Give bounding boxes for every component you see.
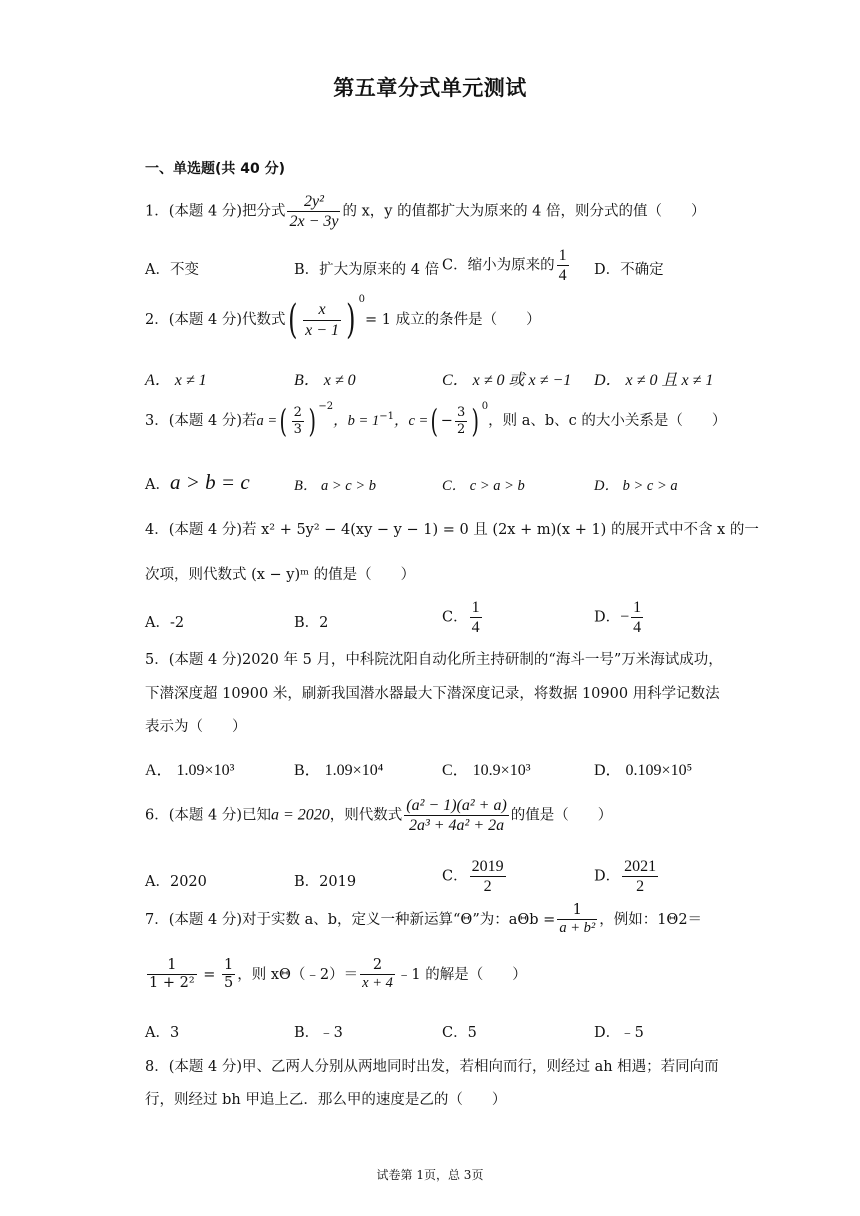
q3-c-sign: − [440,413,453,430]
q3-a-lhs: a = [256,413,278,430]
right-paren-icon: ) [346,297,356,343]
question-5-line-3: 表示为（ ） [145,719,247,735]
section-heading: 一、单选题(共 40 分) [145,161,286,177]
q3-suffix: ，则 a、b、c 的大小关系是（ ） [488,413,727,430]
q3-c-fraction [455,405,467,437]
q1-numerator: 2y² [287,192,340,212]
q4-option-d[interactable] [594,598,645,637]
q7-mid: ，则 xΘ（﹣2）＝ [237,966,359,983]
q7-r-num: 2 [360,957,395,975]
q3-c-lhs: ，c = [393,413,429,430]
q7-ex-num: 1 [147,957,197,975]
q2-option-c[interactable]: C． x ≠ 0 或 x ≠ −1 [442,372,572,389]
question-3 [145,401,727,441]
question-6 [145,796,612,835]
question-7-line-1 [145,902,702,938]
q3-option-d[interactable]: D． b > c > a [594,478,678,494]
q4-option-d-fraction [631,598,643,637]
q3-c-num: 3 [456,405,466,420]
q4-c-den: 4 [471,619,480,637]
q2-option-a[interactable]: A． x ≠ 1 [145,372,207,389]
q1-option-c[interactable] [442,246,571,285]
q7-ex-den: 1 + 2² [149,975,195,992]
q3-option-a[interactable] [145,470,250,495]
q4-option-b[interactable]: B．2 [294,615,329,631]
q7-prefix: 7．(本题 4 分)对于实数 a、b，定义一种新运算“Θ”为：aΘb = [145,911,556,928]
q1-c-num: 1 [557,246,569,266]
q2-denominator: x − 1 [305,321,339,339]
q2-prefix: 2．(本题 4 分)代数式 [145,312,286,328]
q2-numerator: x [303,300,341,320]
q3-b-exponent: −1 [379,411,394,423]
q6-option-c-label: C． [442,868,468,885]
question-5-line-2: 下潜深度超 10900 米，刷新我国潜水器最大下潜深度记录，将数据 10900 用科学记数法 [145,686,720,702]
q1-denominator: 2x − 3y [289,213,339,231]
q5-option-c[interactable]: C． 10.9×10³ [442,762,531,779]
q1-suffix: 的 x，y 的值都扩大为原来的 4 倍，则分式的值（ ） [342,203,706,220]
q7-suffix: ﹣1 的解是（ ） [396,966,527,983]
q1-option-c-text: C．缩小为原来的 [442,257,555,274]
q6-d-den: 2 [636,878,645,896]
q7-ex2-den: 5 [224,975,234,992]
q4-d-num: 1 [631,598,643,618]
q6-denominator: 2a³ + 4a² + 2a [408,817,505,835]
page-title: 第五章分式单元测试 [333,76,527,100]
q7-definition-fraction [557,902,597,938]
q6-option-c[interactable] [442,857,508,896]
q7-r-den: x + 4 [362,975,393,992]
right-paren-icon: ) [308,402,316,441]
left-paren-icon: ( [430,402,439,441]
q3-prefix: 3．(本题 4 分)若 [145,413,257,430]
question-4-line-2: 次项，则代数式 (x − y)ᵐ 的值是（ ） [145,567,416,583]
q6-option-c-fraction [470,857,506,896]
q2-option-b[interactable]: B． x ≠ 0 [294,372,356,389]
q6-d-num: 2021 [622,857,658,877]
q7-equals: = [203,966,216,983]
q7-example: ，例如：1Θ2＝ [599,911,703,928]
q7-ex2-num: 1 [222,957,235,975]
right-paren-icon: ) [471,402,480,441]
q6-c-num: 2019 [470,857,506,877]
q2-option-d[interactable]: D． x ≠ 0 且 x ≠ 1 [594,372,714,389]
question-8-line-2: 行，则经过 bh 甲追上乙．那么甲的速度是乙的（ ） [145,1092,507,1108]
q3-c-exponent: 0 [481,401,489,413]
q1-option-d[interactable]: D．不确定 [594,262,664,278]
q4-c-num: 1 [470,598,482,618]
q7-example-fraction [147,957,197,993]
q3-option-a-label: A． [145,477,170,493]
q4-d-den: 4 [633,619,642,637]
q5-option-d[interactable]: D． 0.109×10⁵ [594,762,693,779]
q3-b: ，b = 1 [333,413,380,430]
q6-numerator: (a² − 1)(a² + a) [404,796,509,816]
left-paren-icon: ( [279,402,288,441]
q7-option-b[interactable]: B．﹣3 [294,1025,343,1041]
question-7-line-2 [145,957,527,993]
question-5-line-1: 5．(本题 4 分)2020 年 5 月，中科院沈阳自动化所主持研制的“海斗一号”万米海试成功， [145,652,723,668]
q4-option-a[interactable]: A．-2 [145,615,185,631]
q2-suffix: = 1 成立的条件是（ ） [364,312,541,328]
q3-c-den: 2 [456,421,466,437]
q6-option-d-fraction [622,857,658,896]
q6-given: a = 2020 [270,806,330,824]
q7-def-den: a + b² [559,920,596,937]
q4-option-c-label: C． [442,609,468,626]
q7-result-fraction [222,957,235,993]
q5-option-b[interactable]: B． 1.09×10⁴ [294,762,384,779]
q7-option-c[interactable]: C．5 [442,1025,477,1041]
left-paren-icon: ( [288,297,298,343]
q6-prefix: 6．(本题 4 分)已知 [145,807,271,824]
q6-option-d-label: D． [594,868,621,885]
question-4-line-1: 4．(本题 4 分)若 x² + 5y² − 4(xy − y − 1) = 0 且 (2x + m)(x + 1) 的展开式中不含 x 的一 [145,522,759,538]
q4-d-sign: − [620,608,630,626]
q1-fraction [287,192,340,231]
q3-option-a-value: a > b = c [169,470,250,494]
q3-a-den: 3 [293,421,302,437]
q6-suffix: 的值是（ ） [510,807,613,824]
q3-a-exponent: −2 [318,401,334,413]
q1-option-b[interactable]: B．扩大为原来的 4 倍 [294,262,440,278]
q1-c-den: 4 [558,267,567,285]
q2-exponent: 0 [358,294,365,305]
q1-prefix: 1．(本题 4 分)把分式 [145,203,286,220]
question-1 [145,192,706,231]
q4-option-c-fraction [470,598,482,637]
q6-fraction [404,796,509,835]
q2-fraction [303,300,341,339]
q6-option-d[interactable] [594,857,660,896]
q3-option-c[interactable]: C． c > a > b [442,478,525,494]
q4-option-d-label: D． [594,609,621,626]
q4-option-c[interactable] [442,598,484,637]
q3-a-fraction [292,405,304,437]
q6-c-den: 2 [483,878,492,896]
q7-def-num: 1 [557,902,597,920]
q6-mid: ，则代数式 [329,807,403,824]
q1-option-a[interactable]: A．不变 [145,262,199,278]
q7-option-d[interactable]: D．﹣5 [594,1025,644,1041]
q5-option-a[interactable]: A． 1.09×10³ [145,762,235,779]
q6-option-b[interactable]: B．2019 [294,874,357,890]
question-2 [145,294,541,343]
q3-option-b[interactable]: B． a > c > b [294,478,376,494]
q7-equation-fraction [360,957,395,993]
q3-a-num: 2 [293,405,302,420]
q6-option-a[interactable]: A．2020 [145,874,207,890]
q7-option-a[interactable]: A．3 [145,1025,180,1041]
question-8-line-1: 8．(本题 4 分)甲、乙两人分别从两地同时出发，若相向而行，则经过 ah 相遇；若同向而 [145,1059,719,1075]
page-footer: 试卷第 1页，总 3页 [376,1168,484,1182]
q1-option-c-fraction [557,246,569,285]
